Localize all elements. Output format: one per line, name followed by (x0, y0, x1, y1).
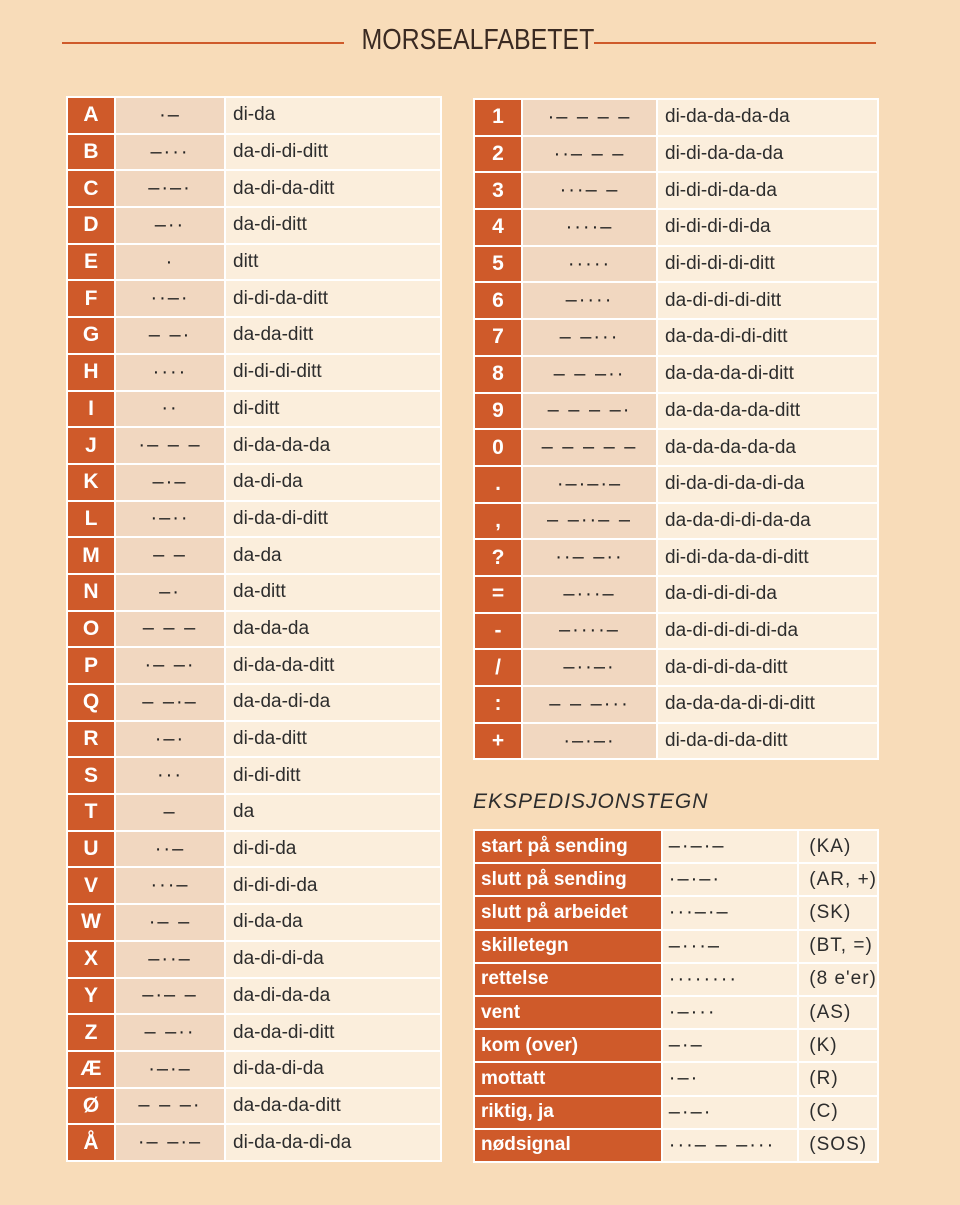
morse-code-cell: ········ (662, 963, 799, 996)
procedure-label-cell: vent (474, 996, 662, 1029)
procedure-label-cell: nødsignal (474, 1129, 662, 1162)
pronunciation-cell: di-di-da (225, 831, 441, 868)
number-row (474, 613, 878, 650)
letter-row (67, 904, 441, 941)
morse-code-cell: ···– (115, 867, 225, 904)
morse-code-cell: –·· (115, 207, 225, 244)
character-cell: G (67, 317, 115, 354)
character-cell: X (67, 941, 115, 978)
morse-code-cell: ·– –· (115, 647, 225, 684)
character-cell: / (474, 649, 522, 686)
character-cell: T (67, 794, 115, 831)
procedural-table (473, 829, 879, 1163)
morse-code-cell: – – –·· (522, 356, 657, 393)
letter-row (67, 244, 441, 281)
letter-row (67, 721, 441, 758)
number-row (474, 649, 878, 686)
character-cell: : (474, 686, 522, 723)
pronunciation-cell: di-di-di-da (225, 867, 441, 904)
morse-code-cell: – – – (115, 611, 225, 648)
letter-row (67, 941, 441, 978)
procedure-row (474, 830, 878, 863)
morse-code-cell: ··– (115, 831, 225, 868)
pronunciation-cell: da-di-di-di-da (657, 576, 878, 613)
character-cell: Z (67, 1014, 115, 1051)
header (0, 0, 960, 90)
pronunciation-cell: da-da-da-di-ditt (657, 356, 878, 393)
morse-code-cell: – –·· (115, 1014, 225, 1051)
letter-row (67, 1124, 441, 1161)
morse-code-cell: – –· (115, 317, 225, 354)
procedure-label-cell: slutt på arbeidet (474, 896, 662, 929)
number-row (474, 539, 878, 576)
morse-code-cell: –·– (662, 1029, 799, 1062)
abbreviation-cell: (AS) (798, 996, 878, 1029)
morse-code-cell: ·– –·– (115, 1124, 225, 1161)
character-cell: , (474, 503, 522, 540)
number-row (474, 172, 878, 209)
pronunciation-cell: da-ditt (225, 574, 441, 611)
morse-code-cell: –·–· (662, 1096, 799, 1129)
letters-table (66, 96, 442, 1162)
character-cell: . (474, 466, 522, 503)
procedure-row (474, 963, 878, 996)
pronunciation-cell: di-da-da-di-da (225, 1124, 441, 1161)
number-row (474, 393, 878, 430)
character-cell: S (67, 757, 115, 794)
morse-code-cell: ·–· (662, 1062, 799, 1095)
character-cell: L (67, 501, 115, 538)
morse-code-cell: –·–· (115, 170, 225, 207)
morse-code-cell: –···· (522, 282, 657, 319)
morse-code-cell: ··· (115, 757, 225, 794)
morse-code-cell: – – –· (115, 1088, 225, 1125)
morse-code-cell: ·– – – (115, 427, 225, 464)
pronunciation-cell: di-da-di-da-ditt (657, 723, 878, 760)
pronunciation-cell: da-da-ditt (225, 317, 441, 354)
pronunciation-cell: da-da-da-di-di-ditt (657, 686, 878, 723)
procedural-heading: EKSPEDISJONSTEGN (473, 790, 709, 813)
pronunciation-cell: da-da-di-di-ditt (657, 319, 878, 356)
pronunciation-cell: di-ditt (225, 391, 441, 428)
number-row (474, 282, 878, 319)
abbreviation-cell: (K) (798, 1029, 878, 1062)
character-cell: I (67, 391, 115, 428)
character-cell: M (67, 537, 115, 574)
pronunciation-cell: da-da-di-da (225, 684, 441, 721)
procedure-row (474, 930, 878, 963)
pronunciation-cell: di-di-da-ditt (225, 280, 441, 317)
character-cell: D (67, 207, 115, 244)
pronunciation-cell: da-di-di-da (225, 941, 441, 978)
character-cell: Å (67, 1124, 115, 1161)
letter-row (67, 170, 441, 207)
character-cell: F (67, 280, 115, 317)
character-cell: C (67, 170, 115, 207)
number-row (474, 136, 878, 173)
morse-code-cell: ···–·– (662, 896, 799, 929)
abbreviation-cell: (SOS) (798, 1129, 878, 1162)
morse-code-cell: ·–·– (115, 1051, 225, 1088)
pronunciation-cell: di-di-di-di-da (657, 209, 878, 246)
character-cell: Q (67, 684, 115, 721)
pronunciation-cell: da-di-ditt (225, 207, 441, 244)
number-row (474, 723, 878, 760)
morse-code-cell: ··– –·· (522, 539, 657, 576)
character-cell: 8 (474, 356, 522, 393)
character-cell: ? (474, 539, 522, 576)
pronunciation-cell: da-di-di-ditt (225, 134, 441, 171)
character-cell: P (67, 647, 115, 684)
morse-code-cell: ····· (522, 246, 657, 283)
character-cell: V (67, 867, 115, 904)
pronunciation-cell: di-da-da-da (225, 427, 441, 464)
procedure-row (474, 996, 878, 1029)
character-cell: A (67, 97, 115, 134)
pronunciation-cell: da-da-di-ditt (225, 1014, 441, 1051)
pronunciation-cell: da-di-di-da-ditt (657, 649, 878, 686)
letter-row (67, 574, 441, 611)
letter-row (67, 611, 441, 648)
morse-code-cell: –·– (115, 464, 225, 501)
morse-code-cell: –···– (522, 576, 657, 613)
morse-code-cell: – –··· (522, 319, 657, 356)
pronunciation-cell: di-da-ditt (225, 721, 441, 758)
character-cell: K (67, 464, 115, 501)
character-cell: E (67, 244, 115, 281)
letter-row (67, 354, 441, 391)
procedure-label-cell: riktig, ja (474, 1096, 662, 1129)
pronunciation-cell: di-di-da-da-da (657, 136, 878, 173)
abbreviation-cell: (8 e'er) (798, 963, 878, 996)
number-row (474, 99, 878, 136)
letter-row (67, 1088, 441, 1125)
abbreviation-cell: (KA) (798, 830, 878, 863)
pronunciation-cell: da-da (225, 537, 441, 574)
morse-code-cell: – –·– (115, 684, 225, 721)
abbreviation-cell: (C) (798, 1096, 878, 1129)
pronunciation-cell: da-da-di-di-da-da (657, 503, 878, 540)
pronunciation-cell: di-da (225, 97, 441, 134)
morse-code-cell: ···· (115, 354, 225, 391)
character-cell: 0 (474, 429, 522, 466)
letter-row (67, 684, 441, 721)
pronunciation-cell: di-di-di-da-da (657, 172, 878, 209)
letter-row (67, 207, 441, 244)
character-cell: 6 (474, 282, 522, 319)
pronunciation-cell: da-da-da (225, 611, 441, 648)
letter-row (67, 1014, 441, 1051)
character-cell: Y (67, 978, 115, 1015)
number-row (474, 466, 878, 503)
pronunciation-cell: da-di-da (225, 464, 441, 501)
character-cell: 7 (474, 319, 522, 356)
procedure-row (474, 1129, 878, 1162)
procedure-label-cell: rettelse (474, 963, 662, 996)
procedure-label-cell: slutt på sending (474, 863, 662, 896)
morse-code-cell: –··· (115, 134, 225, 171)
pronunciation-cell: di-da-di-da (225, 1051, 441, 1088)
character-cell: O (67, 611, 115, 648)
character-cell: H (67, 354, 115, 391)
morse-code-cell: ···– – (522, 172, 657, 209)
abbreviation-cell: (R) (798, 1062, 878, 1095)
letter-row (67, 831, 441, 868)
pronunciation-cell: da-da-da-da-da (657, 429, 878, 466)
pronunciation-cell: da (225, 794, 441, 831)
morse-code-cell: ·– – – – (522, 99, 657, 136)
character-cell: J (67, 427, 115, 464)
morse-code-cell: – – – –· (522, 393, 657, 430)
title-rule-left (62, 42, 344, 44)
character-cell: Ø (67, 1088, 115, 1125)
morse-code-cell: ····– (522, 209, 657, 246)
letter-row (67, 464, 441, 501)
character-cell: 1 (474, 99, 522, 136)
letter-row (67, 501, 441, 538)
morse-code-cell: ·–··· (662, 996, 799, 1029)
morse-code-cell: ··– – – (522, 136, 657, 173)
number-row (474, 503, 878, 540)
pronunciation-cell: da-di-da-da (225, 978, 441, 1015)
morse-code-cell: – – – – – (522, 429, 657, 466)
abbreviation-cell: (AR, +) (798, 863, 878, 896)
pronunciation-cell: da-da-da-ditt (225, 1088, 441, 1125)
morse-code-cell: – – (115, 537, 225, 574)
morse-code-cell: – –··– – (522, 503, 657, 540)
character-cell: 4 (474, 209, 522, 246)
number-row (474, 246, 878, 283)
pronunciation-cell: di-di-da-da-di-ditt (657, 539, 878, 576)
character-cell: = (474, 576, 522, 613)
abbreviation-cell: (BT, =) (798, 930, 878, 963)
number-row (474, 429, 878, 466)
number-row (474, 209, 878, 246)
pronunciation-cell: ditt (225, 244, 441, 281)
letter-row (67, 317, 441, 354)
number-row (474, 319, 878, 356)
pronunciation-cell: da-di-da-ditt (225, 170, 441, 207)
pronunciation-cell: di-di-di-di-ditt (657, 246, 878, 283)
procedure-label-cell: start på sending (474, 830, 662, 863)
procedure-row (474, 1029, 878, 1062)
title-rule-right (594, 42, 876, 44)
character-cell: 3 (474, 172, 522, 209)
procedure-row (474, 1096, 878, 1129)
letter-row (67, 867, 441, 904)
morse-code-cell: ·–·–· (662, 863, 799, 896)
letter-row (67, 537, 441, 574)
morse-code-cell: –·–·– (662, 830, 799, 863)
morse-code-cell: –· (115, 574, 225, 611)
page-title: MORSEALFABETET (361, 24, 595, 56)
letter-row (67, 280, 441, 317)
numbers-table (473, 98, 879, 760)
letter-row (67, 978, 441, 1015)
letter-row (67, 391, 441, 428)
morse-code-cell: ·–· (115, 721, 225, 758)
morse-code-cell: ·–·–· (522, 723, 657, 760)
pronunciation-cell: da-da-da-da-ditt (657, 393, 878, 430)
abbreviation-cell: (SK) (798, 896, 878, 929)
morse-code-cell: ·· (115, 391, 225, 428)
morse-code-cell: –···– (662, 930, 799, 963)
character-cell: - (474, 613, 522, 650)
procedure-label-cell: kom (over) (474, 1029, 662, 1062)
character-cell: 9 (474, 393, 522, 430)
procedure-row (474, 896, 878, 929)
pronunciation-cell: di-da-da (225, 904, 441, 941)
character-cell: N (67, 574, 115, 611)
morse-code-cell: ·–·–·– (522, 466, 657, 503)
pronunciation-cell: di-di-di-ditt (225, 354, 441, 391)
morse-code-cell: – (115, 794, 225, 831)
pronunciation-cell: di-da-da-da-da (657, 99, 878, 136)
letter-row (67, 794, 441, 831)
morse-code-cell: ·–·· (115, 501, 225, 538)
number-row (474, 686, 878, 723)
character-cell: B (67, 134, 115, 171)
morse-code-cell: ···– – –··· (662, 1129, 799, 1162)
procedure-label-cell: mottatt (474, 1062, 662, 1095)
pronunciation-cell: di-da-da-ditt (225, 647, 441, 684)
morse-code-cell: ·– – (115, 904, 225, 941)
morse-code-cell: –··–· (522, 649, 657, 686)
letter-row (67, 427, 441, 464)
character-cell: R (67, 721, 115, 758)
pronunciation-cell: da-di-di-di-di-da (657, 613, 878, 650)
morse-code-cell: · (115, 244, 225, 281)
character-cell: + (474, 723, 522, 760)
letter-row (67, 757, 441, 794)
letter-row (67, 1051, 441, 1088)
procedure-row (474, 863, 878, 896)
character-cell: 2 (474, 136, 522, 173)
morse-code-cell: –····– (522, 613, 657, 650)
number-row (474, 576, 878, 613)
morse-code-cell: –··– (115, 941, 225, 978)
pronunciation-cell: di-da-di-da-di-da (657, 466, 878, 503)
letter-row (67, 647, 441, 684)
number-row (474, 356, 878, 393)
procedure-row (474, 1062, 878, 1095)
character-cell: Æ (67, 1051, 115, 1088)
character-cell: 5 (474, 246, 522, 283)
pronunciation-cell: di-da-di-ditt (225, 501, 441, 538)
character-cell: W (67, 904, 115, 941)
morse-code-cell: ··–· (115, 280, 225, 317)
pronunciation-cell: di-di-ditt (225, 757, 441, 794)
pronunciation-cell: da-di-di-di-ditt (657, 282, 878, 319)
morse-code-cell: ·– (115, 97, 225, 134)
letter-row (67, 134, 441, 171)
procedure-label-cell: skilletegn (474, 930, 662, 963)
character-cell: U (67, 831, 115, 868)
letter-row (67, 97, 441, 134)
morse-code-cell: – – –··· (522, 686, 657, 723)
morse-code-cell: –·– – (115, 978, 225, 1015)
